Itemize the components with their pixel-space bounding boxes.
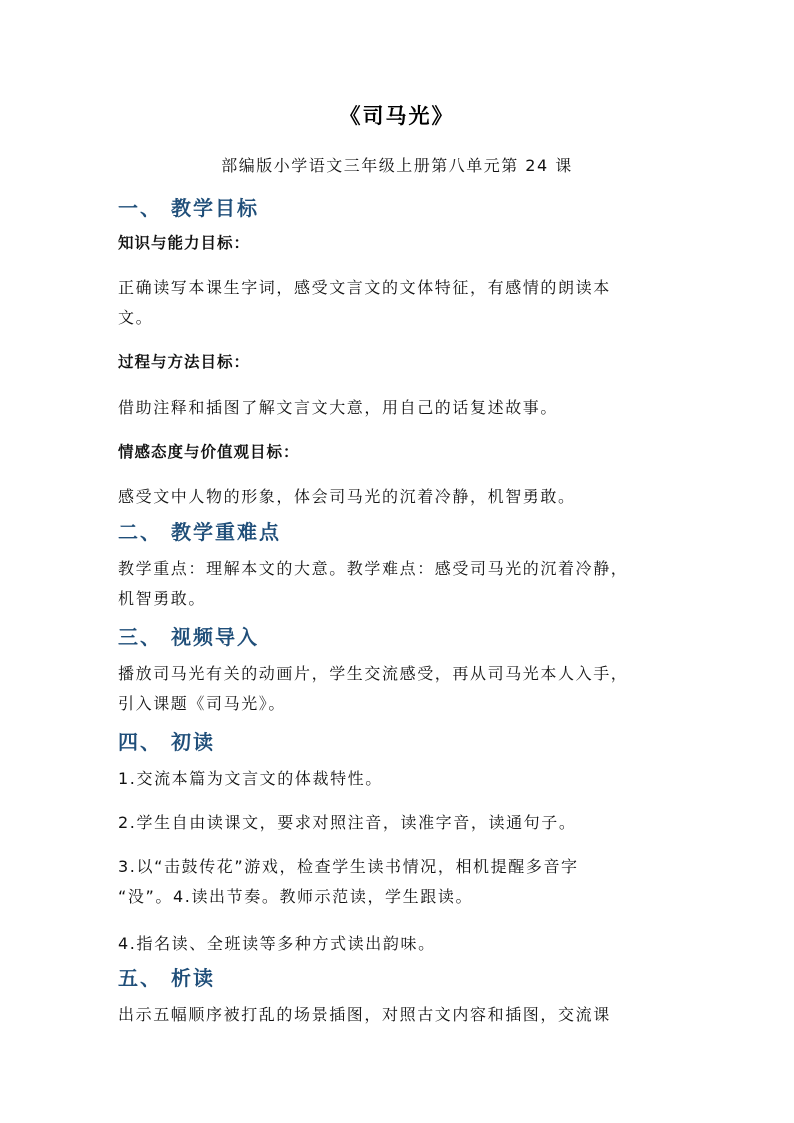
section-heading-objectives: 一、 教学目标 [118, 196, 259, 220]
section-heading-first-reading: 四、 初读 [118, 730, 215, 754]
emotion-goal-text: 感受文中人物的形象，体会司马光的沉着冷静，机智勇敢。 [118, 487, 576, 506]
page-subtitle: 部编版小学语文三年级上册第八单元第 24 课 [221, 156, 573, 175]
section-heading-video-intro: 三、 视频导入 [118, 625, 259, 649]
first-reading-item-4: 4.指名读、全班读等多种方式读出韵味。 [118, 934, 436, 953]
first-reading-item-3-line1: 3.以“击鼓传花”游戏，检查学生读书情况，相机提醒多音字 [118, 857, 579, 876]
emotion-goal-label: 情感态度与价值观目标： [118, 443, 300, 461]
page-title: 《司马光》 [339, 104, 455, 128]
section-heading-analysis: 五、 析读 [118, 966, 215, 990]
key-points-text-line2: 机智勇敢。 [118, 589, 207, 608]
first-reading-item-2: 2.学生自由读课文，要求对照注音，读准字音，读通句子。 [118, 813, 577, 832]
knowledge-goal-label: 知识与能力目标： [118, 234, 251, 252]
knowledge-goal-text-line1: 正确读写本课生字词，感受文言文的文体特征，有感情的朗读本 [118, 278, 611, 297]
first-reading-item-3-line2: “没”。4.读出节奏。教师示范读，学生跟读。 [118, 887, 474, 906]
analysis-text-line1: 出示五幅顺序被打乱的场景插图，对照古文内容和插图，交流课 [118, 1005, 611, 1024]
section-heading-key-points: 二、 教学重难点 [118, 520, 281, 544]
video-intro-text-line1: 播放司马光有关的动画片，学生交流感受，再从司马光本人入手， [118, 664, 629, 683]
first-reading-item-1: 1.交流本篇为文言文的体裁特性。 [118, 769, 383, 788]
process-goal-label: 过程与方法目标： [118, 353, 251, 371]
process-goal-text: 借助注释和插图了解文言文大意，用自己的话复述故事。 [118, 398, 559, 417]
video-intro-text-line2: 引入课题《司马光》。 [118, 694, 287, 713]
key-points-text-line1: 教学重点：理解本文的大意。教学难点：感受司马光的沉着冷静， [118, 559, 629, 578]
knowledge-goal-text-line2: 文。 [118, 308, 154, 327]
